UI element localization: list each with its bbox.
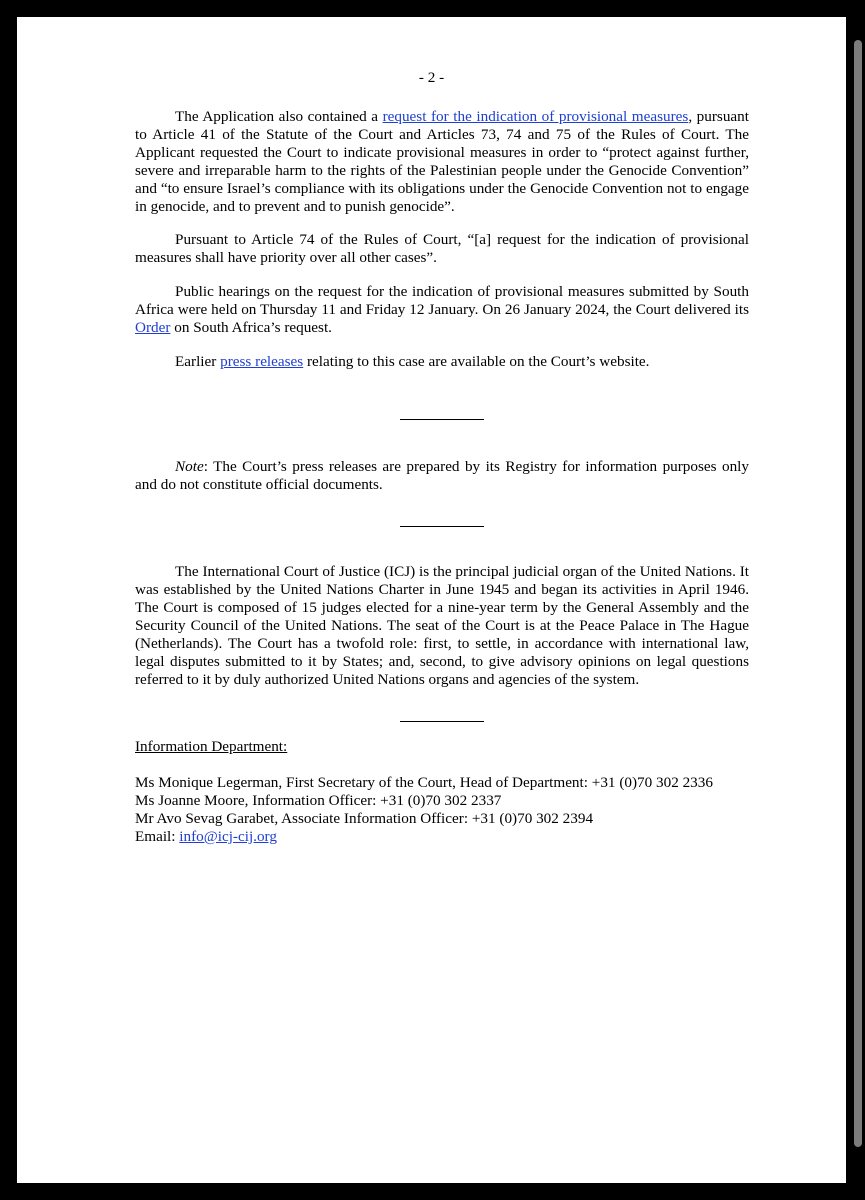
document-page (17, 17, 846, 1183)
para1-text-end: , pursuant to Article 41 of the Statute of the Court and Articles 73, 74 and 75 of the Rules of Court. The Applicant requested the Court to indicate provisional measures in order to “protect against further, severe and irreparable harm to the rights of the Palestinian people under the Genocide Convention” and “to ensure Israel’s compliance with its obligations under the Genocide Convention not to engage in genocide, and to prevent and to punish genocide”. (135, 108, 749, 215)
press-releases-link[interactable]: press releases (220, 353, 304, 370)
paragraph-article-74 (135, 231, 749, 267)
contact-line-legerman: Ms Monique Legerman, First Secretary of the Court, Head of Department: +31 (0)70 302 2336 (135, 774, 713, 791)
page-number: - 2 - (418, 69, 445, 86)
contact-line-garabet: Mr Avo Sevag Garabet, Associate Information Officer: +31 (0)70 302 2394 (135, 810, 594, 827)
contact-line-moore: Ms Joanne Moore, Information Officer: +31 (0)70 302 2337 (135, 792, 502, 809)
divider-3 (400, 721, 484, 722)
note-text: : The Court’s press releases are prepared by its Registry for information purposes only and do not constitute official documents. (135, 458, 749, 493)
vertical-scrollbar[interactable] (854, 40, 862, 1147)
note-label: Note (175, 458, 204, 475)
para4-text-start: Earlier (175, 353, 221, 370)
divider-2 (400, 526, 484, 527)
email-label: Email: (135, 828, 180, 845)
provisional-measures-link[interactable]: request for the indication of provisional measures (382, 108, 689, 125)
information-department-heading: Information Department: (135, 738, 288, 755)
paragraph-about-icj (135, 563, 749, 689)
about-icj-text: The International Court of Justice (ICJ) is the principal judicial organ of the United Nations. It was established by the United Nations Charter in June 1945 and began its activities in April 1946. The Court is composed of 15 judges elected for a nine-year term by the General Assembly and the Security Council of the United Nations. The seat of the Court is at the Peace Palace in The Hague (Netherlands). The Court has a twofold role: first, to settle, in accordance with international law, legal disputes submitted to it by States; and, second, to give advisory opinions on legal questions referred to it by duly authorized United Nations organs and agencies of the system. (135, 563, 749, 688)
para1-text-start: The Application also contained a (175, 108, 383, 125)
para3-text-end: on South Africa’s request. (170, 319, 332, 336)
para3-text-start: Public hearings on the request for the indication of provisional measures submitted by South Africa were held on Thursday 11 and Friday 12 January. On 26 January 2024, the Court delivered its (135, 283, 749, 318)
divider-1 (400, 419, 484, 420)
para2-text: Pursuant to Article 74 of the Rules of Court, “[a] request for the indication of provisional measures shall have priority over all other cases”. (135, 231, 749, 266)
paragraph-public-hearings (135, 283, 749, 337)
email-link[interactable]: info@icj-cij.org (179, 828, 277, 845)
paragraph-provisional-request (135, 108, 749, 216)
order-link[interactable]: Order (135, 319, 171, 336)
contact-email-line (135, 828, 755, 846)
contact-block (135, 738, 755, 846)
para4-text-end: relating to this case are available on the Court’s website. (303, 353, 650, 370)
paragraph-press-releases (135, 353, 749, 371)
paragraph-note (135, 458, 749, 494)
